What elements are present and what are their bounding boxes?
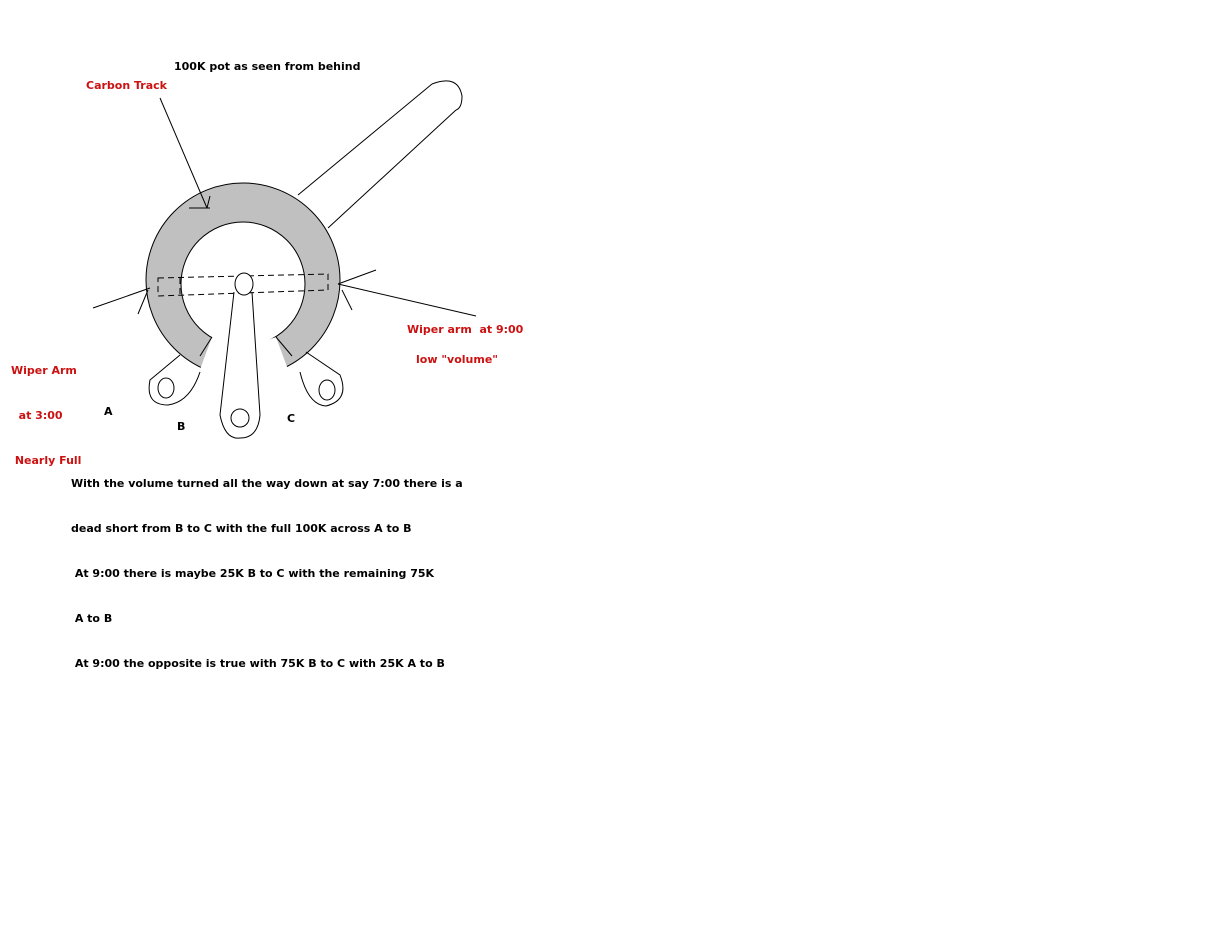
wiper-pivot [235, 273, 253, 295]
terminal-c-label: C [287, 412, 296, 425]
explanation-notes [71, 446, 463, 686]
terminal-a-label: A [104, 405, 113, 418]
note-line: dead short from B to C with the full 100K across A to B [71, 522, 412, 535]
note-line: A to B [71, 612, 113, 625]
low-volume-label: low "volume" [416, 353, 499, 366]
terminal-b-label: B [177, 420, 186, 433]
wiper-arm-9-label: Wiper arm at 9:00 [407, 323, 524, 336]
terminal-c [300, 352, 343, 406]
note-line: At 9:00 there is maybe 25K B to C with the remaining 75K [71, 567, 435, 580]
note-line: With the volume turned all the way down at say 7:00 there is a [71, 477, 463, 490]
wiper-arm-3-line2: at 3:00 [11, 409, 63, 422]
wiper-arm-3-line1: Wiper Arm [11, 364, 77, 377]
carbon-track-label: Carbon Track [86, 79, 167, 92]
diagram-title: 100K pot as seen from behind [174, 60, 361, 73]
note-line: At 9:00 the opposite is true with 75K B to C with 25K A to B [71, 657, 445, 670]
pot-shaft [298, 81, 462, 228]
wiper-arm-3-line3: Nearly Full [11, 454, 82, 467]
